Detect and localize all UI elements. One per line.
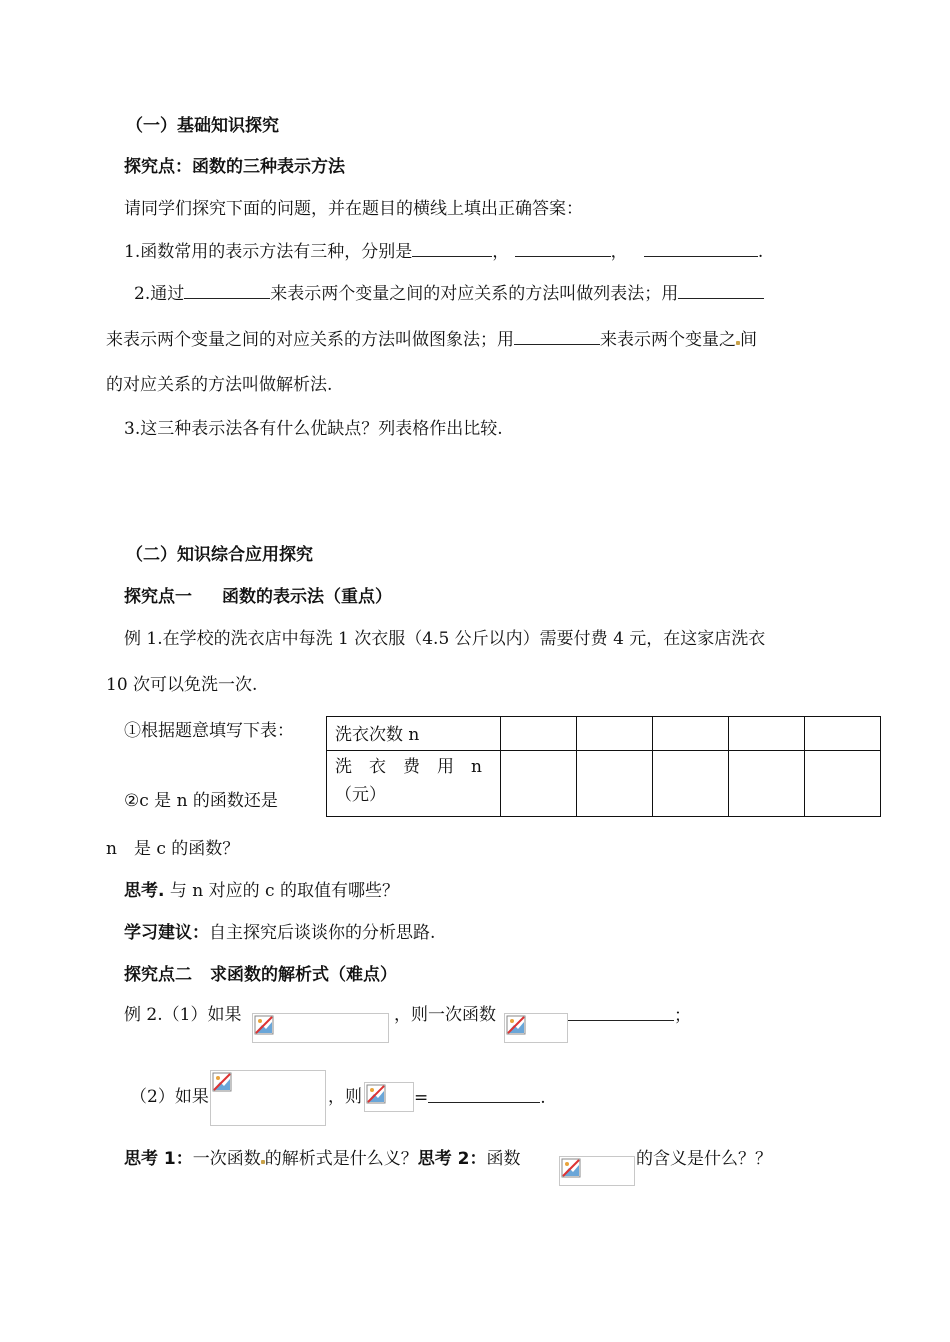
formula-image-placeholder — [364, 1082, 414, 1112]
point1-title: 函数的表示法（重点） — [222, 587, 392, 607]
q1-sep: ， — [610, 242, 628, 262]
formula-image-placeholder — [504, 1013, 568, 1043]
example2-part-2: （2）如果 — [130, 1087, 209, 1107]
question-2-line-1 — [134, 282, 764, 305]
q1-blank-3 — [644, 240, 758, 257]
q1-end: . — [757, 242, 764, 262]
table-row-label — [327, 751, 501, 817]
q1-sep: ， — [492, 242, 510, 262]
example1-task-2b: n 是 c 的函数？ — [106, 839, 240, 859]
broken-image-icon — [212, 1072, 232, 1092]
table-cell — [729, 717, 805, 751]
q2-text: 间 — [740, 330, 757, 350]
table-cell — [501, 751, 577, 817]
think — [124, 880, 399, 902]
laundry-fee-table — [326, 716, 881, 817]
fee-label-a: 洗 衣 费 用 n — [335, 757, 482, 777]
broken-image-icon — [366, 1084, 386, 1104]
reflect-line — [124, 1148, 521, 1170]
question-3: 3.这三种表示法各有什么优缺点？列表格作出比较. — [124, 419, 503, 439]
ex2-p2-mid: ，则 — [328, 1087, 362, 1107]
ex2-mid: ，则一次函数 — [394, 1005, 496, 1025]
q2-blank-1 — [184, 282, 270, 299]
fee-label-b: （元） — [335, 785, 386, 805]
q2-blank-2 — [678, 282, 764, 299]
section1-intro: 请同学们探究下面的问题，并在题目的横线上填出正确答案： — [124, 199, 583, 219]
advice-text: 自主探究后谈谈你的分析思路. — [209, 923, 436, 943]
q2-text: 来表示两个变量之间的对应关系的方法叫做图象法；用 — [106, 330, 514, 350]
table-cell — [653, 717, 729, 751]
advice — [124, 922, 435, 944]
table-cell — [805, 717, 881, 751]
section2-heading: （二）知识综合应用探究 — [126, 545, 313, 565]
ex2-p2-blank — [428, 1086, 540, 1103]
formula-image-placeholder — [559, 1156, 635, 1186]
table-row-label: 洗衣次数 n — [327, 717, 501, 751]
broken-image-icon — [561, 1158, 581, 1178]
ex2-blank-line — [568, 1004, 691, 1027]
question-2-line-3: 的对应关系的方法叫做解析法. — [106, 375, 333, 395]
question-2-line-2 — [106, 328, 757, 351]
reflect-end: 的含义是什么？？ — [636, 1149, 772, 1169]
think-label: 思考. — [124, 881, 165, 901]
point1-label: 探究点一 — [124, 587, 192, 607]
broken-image-icon — [254, 1015, 274, 1035]
example2-part-1 — [124, 1004, 241, 1026]
example1-task-1: ①根据题意填写下表： — [124, 721, 294, 741]
q2-text: 来表示两个变量之间的对应关系的方法叫做列表法；用 — [270, 284, 679, 304]
q2-blank-3 — [514, 328, 600, 345]
table-cell — [729, 751, 805, 817]
example1-line-1: 例 1.在学校的洗衣店中每洗 1 次衣服（4.5 公斤以内）需要付费 4 元，在这家店洗衣 — [124, 629, 766, 649]
question-1 — [124, 240, 763, 263]
q2-prefix: 2.通过 — [134, 284, 185, 304]
q1-text: 1.函数常用的表示方法有三种，分别是 — [124, 242, 413, 262]
table-cell — [501, 717, 577, 751]
table-cell — [577, 751, 653, 817]
example1-line-2: 10 次可以免洗一次. — [106, 675, 258, 695]
section1-point: 探究点：函数的三种表示方法 — [124, 157, 345, 177]
reflect-text: 函数 — [486, 1149, 521, 1169]
formula-image-placeholder — [252, 1013, 389, 1043]
point1 — [124, 586, 392, 608]
section1-heading: （一）基础知识探究 — [126, 116, 279, 136]
table-cell — [653, 751, 729, 817]
broken-image-icon — [506, 1015, 526, 1035]
table-cell — [805, 751, 881, 817]
q2-text: 来表示两个变量之 — [600, 330, 736, 350]
advice-label: 学习建议： — [124, 923, 209, 943]
ex2-text: 例 2.（1）如果 — [124, 1005, 242, 1025]
think-text: 与 n 对应的 c 的取值有哪些？ — [169, 881, 399, 901]
ex2-blank — [568, 1004, 674, 1021]
equals-sign: = — [414, 1088, 429, 1108]
reflect-label-1: 思考 1： — [124, 1149, 193, 1169]
reflect-text: 一次函数 — [192, 1149, 261, 1169]
q1-blank-1 — [412, 240, 492, 257]
point2 — [124, 964, 397, 986]
q1-blank-2 — [515, 240, 611, 257]
ex2-end: ； — [674, 1006, 691, 1026]
reflect-label-2: 思考 2： — [417, 1149, 487, 1169]
formula-image-placeholder — [210, 1070, 326, 1126]
reflect-text: 的解析式是什么义？ — [264, 1149, 418, 1169]
example1-task-2a: ②c 是 n 的函数还是 — [124, 791, 278, 811]
point2-label: 探究点二 — [124, 965, 192, 985]
table-cell — [577, 717, 653, 751]
ex2-p2-answer — [414, 1086, 546, 1109]
point2-title: 求函数的解析式（难点） — [210, 965, 397, 985]
ex2-p2-end: . — [540, 1088, 546, 1108]
